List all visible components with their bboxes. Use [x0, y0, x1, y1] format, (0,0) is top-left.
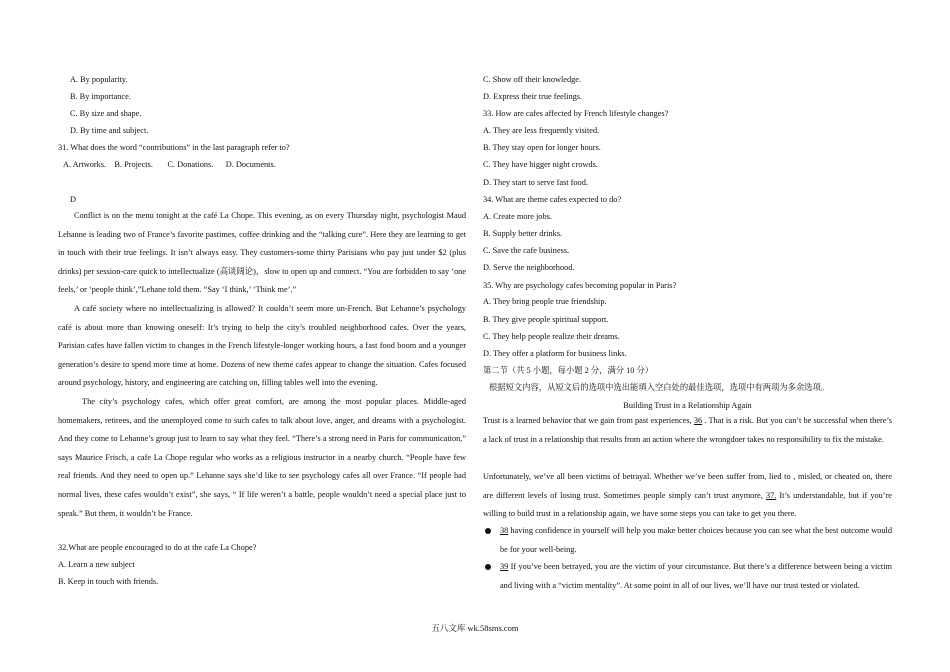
bullet-item-38	[500, 522, 892, 559]
passage-paragraph-1: Conflict is on the menu tonight at the café La Chope. This evening, as on every Thursday night, psychologist Maud Lehanne is leading two of France’s favorite pastimes, coffee drinking and the “talking cure”. Here they are learning to get in touch with their true feelings. It isn’t always easy. They customers-some thirty Parisians who pay just under $2 (plus drinks) per session-care quick to intellectualize (高谈阔论)，slow to open up and connect. “You are forbidden to say ‘one feels,’ or ‘people think’,”Lehane told them. “Say ‘I think,’ ‘Think me’.”	[58, 211, 466, 295]
q35-option-a: A. They bring people true friendship.	[483, 297, 607, 306]
section-label: D	[70, 195, 76, 204]
q34-option-d: D. Serve the neighborhood.	[483, 263, 575, 272]
blank-36: 36	[693, 416, 703, 425]
q33-option-a: A. They are less frequently visited.	[483, 126, 600, 135]
bullet-icon	[485, 528, 491, 534]
blank-37: 37.	[765, 490, 777, 500]
q30-option-d: D. By time and subject.	[70, 126, 149, 135]
q31-option-a: A. Artworks.	[63, 160, 107, 169]
blank-39: 39	[500, 562, 509, 571]
q32-option-c: C. Show off their knowledge.	[483, 75, 582, 84]
q34-option-a: A. Create more jobs.	[483, 212, 552, 221]
q32-option-b: B. Keep in touch with friends.	[58, 577, 159, 586]
q31-option-d: D. Documents.	[225, 160, 276, 169]
q35-option-b: B. They give people spiritual support.	[483, 315, 609, 324]
q31-question: 31. What does the word “contributions” in the last paragraph refer to?	[58, 143, 290, 152]
q35-option-d: D. They offer a platform for business links.	[483, 349, 627, 358]
q32-question: 32.What are people encouraged to do at the cafe La Chope?	[58, 543, 257, 552]
page-footer: 五八文库 wk.58sms.com	[431, 623, 519, 633]
q30-option-b: B. By importance.	[70, 92, 131, 101]
article-paragraph-1-end: . That is a risk. But you can’t be successful when there’s a lack of trust in a relationship that results from an action where the wrongdoer takes no responsibility to fix the mistake.	[483, 416, 892, 444]
article-paragraph-1-start: Trust is a learned behavior that we gain from past experiences,	[483, 416, 694, 425]
article-paragraph-2	[483, 468, 892, 524]
q35-option-c: C. They help people realize their dreams.	[483, 332, 620, 341]
q34-option-b: B. Supply better drinks.	[483, 229, 563, 238]
q31-options	[63, 160, 276, 170]
q33-question: 33. How are cafes affected by French lifestyle changes?	[483, 109, 669, 118]
section-2-header: 第二节（共 5 小题，每小题 2 分，满分 10 分）	[483, 366, 654, 375]
q32-option-a: A. Learn a new subject	[58, 560, 135, 569]
article-paragraph-1	[483, 412, 892, 449]
blank-38: 38	[500, 526, 509, 535]
bullet-item-38-text: having confidence in yourself will help you make better choices because you can see what the best outcome would be for your well-being.	[500, 526, 892, 554]
q33-option-d: D. They start to serve fast food.	[483, 178, 588, 187]
bullet-icon	[485, 564, 491, 570]
q33-option-c: C. They have bigger night crowds.	[483, 160, 598, 169]
q31-option-b: B. Projects.	[114, 160, 153, 169]
article-title: Building Trust in a Relationship Again	[623, 401, 752, 410]
passage-d	[58, 207, 466, 523]
article-paragraph-2-end: It’s understandable, but if you’re willing to build trust in a relationship again, we have some steps you can take to get you there.	[483, 490, 892, 519]
section-2-instruction: 根据短文内容，从短文后的选项中选出能填入空白处的最佳选项，选项中有两项为多余选项。	[489, 383, 830, 392]
article-paragraph-2-start: Unfortunately, we’ve all been victims of betrayal. Whether we’ve been suffer from, lied to , misled, or cheated on, there are different levels of losing trust. Sometimes people simply can’t trust anymore,	[483, 472, 892, 500]
q30-option-a: A. By popularity.	[70, 75, 128, 84]
q34-question: 34. What are theme cafes expected to do?	[483, 195, 622, 204]
q35-question: 35. Why are psychology cafes becoming popular in Paris?	[483, 281, 677, 290]
q33-option-b: B. They stay open for longer hours.	[483, 143, 601, 152]
q32-option-d: D. Express their true feelings.	[483, 92, 583, 101]
q30-option-c: C. By size and shape.	[70, 109, 142, 118]
bullet-item-39	[500, 558, 892, 595]
q31-option-c: C. Donations.	[167, 160, 214, 169]
passage-paragraph-2: A café society where no intellectualizing is allowed? It couldn’t seem more un-French. But Lehanne’s psychology café is about more than knowing oneself: It’s trying to help the city’s troubled neighborhood cafes. Over the years, Parisian cafes have fallen victim to changes in the French lifestyle-longer working hours, a fast food boom and a younger generation’s desire to spend more time at home. Dozens of new theme cafes appear to change the situation. Cafes focused around psychology, history, and engineering are catching on, filling tables well into the evening.	[58, 303, 466, 388]
passage-paragraph-3: The city’s psychology cafes, which offer great comfort, are among the most popular places. Middle-aged homemakers, retirees, and the unemployed come to such cafes to talk about love, anger, and dreams with a psychologist. And they come to Lehanne’s group just to learn to say what they feel. “There’s a strong need in Paris for communication,” says Maurice Frisch, a cafe La Chope regular who works as a religious instructor in a nearby church. “People have few real friends. And they need to open up.” Lehanne says she’d like to see psychology cafes all over France. “If people had normal lives, these cafes wouldn’t exist”, she says, “ If life weren’t a battle, people wouldn’t need a special place just to speak.” But them, it wouldn’t be France.	[58, 396, 466, 518]
bullet-item-39-text: If you’ve been betrayed, you are the victim of your circumstance. But there’s a difference between being a victim and living with a “victim mentality”. At some point in all of our lives, we’ll have our trust tested or violated.	[500, 562, 892, 590]
q34-option-c: C. Save the cafe business.	[483, 246, 570, 255]
